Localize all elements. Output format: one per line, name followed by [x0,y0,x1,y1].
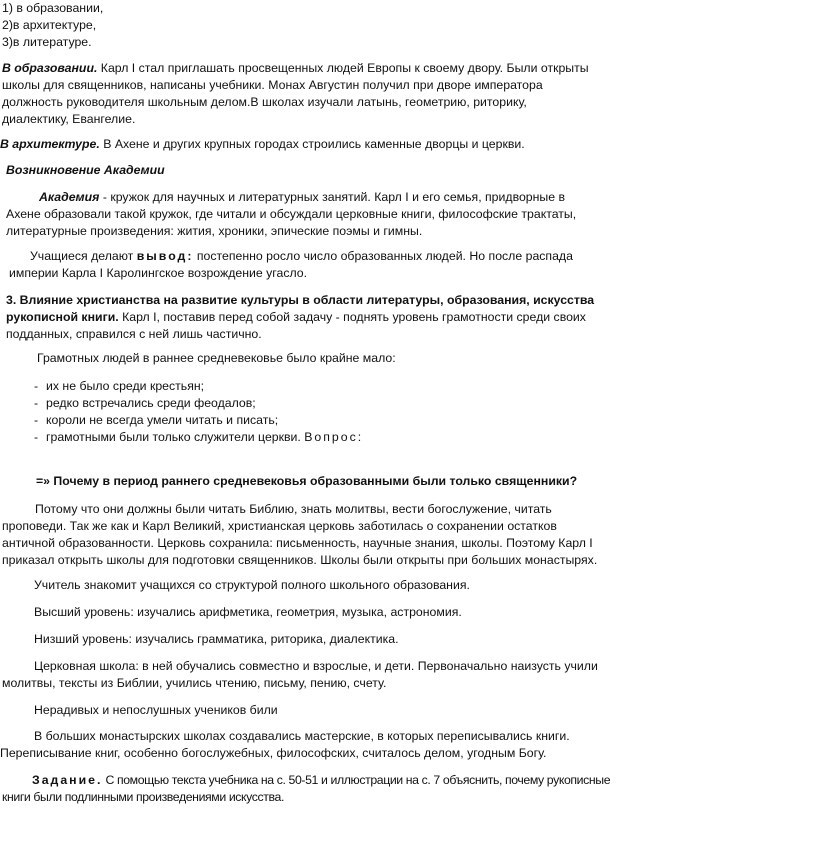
section-3-paragraph [6,292,594,343]
paragraph-line: литературные произведения: жития, хроники, эпические поэмы и гимны. [6,224,423,238]
paragraph-line: Ахене образовали такой кружок, где читали и обсуждали церковные книги, философские трактаты, [6,207,577,221]
paragraph-line: молитвы, тексты из Библии, учились чтению, письму, пению, счету. [2,676,387,690]
task-label: Задание. [32,773,103,787]
paragraph-line: античной образованности. Церковь сохранила: письменность, научные знания, школы. Поэтому Карл I [2,536,593,550]
paragraph-line: постепенно росло число образованных людей. Но после распада [193,249,573,263]
dash-icon: - [34,379,39,393]
paragraph-line: диалектику, Евангелие. [2,112,136,126]
question: =» Почему в период раннего средневековья образованными были только священники? [36,474,578,488]
conclusion-prefix: Учащиеся делают [30,249,137,263]
paragraph-line: В Ахене и других крупных городах строились каменные дворцы и церкви. [99,137,525,151]
dash-icon: - [34,430,39,444]
church-school-paragraph [2,658,598,692]
section-3-title: рукописной книги. [6,310,119,324]
education-paragraph [2,60,589,128]
task-paragraph [2,772,610,806]
literate-intro: Грамотных людей в раннее средневековье было крайне мало: [37,351,396,365]
paragraph-line: школы для священников, написаны учебники. Монах Августин получил при дворе императора [2,78,543,92]
paragraph-line: Карл I, поставив перед собой задачу - поднять уровень грамотности среди своих [118,310,586,324]
list-item: - короли не всегда умели читать и писать; [34,413,279,427]
directions-list [2,0,103,51]
paragraph-line: проповеди. Так же как и Карл Великий, христианская церковь заботилась о сохранении остатков [2,519,557,533]
paragraph-line: империи Карла I Каролингское возрождение угасло. [9,266,308,280]
answer-paragraph [2,501,597,569]
paragraph-line: - кружок для научных и литературных занятий. Карл I и его семья, придворные в [99,190,566,204]
bullet-list [34,378,363,446]
higher-level-paragraph: Высший уровень: изучались арифметика, геометрия, музыка, астрономия. [34,605,462,619]
list-item: - редко встречались среди феодалов; [34,396,256,410]
dash-icon: - [34,396,39,410]
paragraph-line: Церковная школа: в ней обучались совместно и взрослые, и дети. Первоначально наизусть учили [34,659,598,673]
monastery-paragraph [0,728,570,762]
paragraph-line: С помощью текста учебника на с. 50-51 и иллюстрации на с. 7 объяснить, почему рукописные [102,773,611,787]
paragraph-line: приказал открыть школы для подготовки священников. Школы были открыты при больших монастырях. [2,553,598,567]
paragraph-line: Карл I стал приглашать просвещенных людей Европы к своему двору. Были открыты [97,61,589,75]
academy-term: Академия [39,190,100,204]
paragraph-line: книги были подлинными произведениями искусства. [2,790,284,804]
teacher-paragraph: Учитель знакомит учащихся со структурой полного школьного образования. [34,578,470,592]
conclusion-keyword: вывод: [136,249,194,263]
academy-heading: Возникновение Академии [6,163,165,177]
paragraph-line: должность руководителя школьным делом.В школах изучали латынь, геометрию, риторику, [2,95,527,109]
academy-paragraph [6,189,576,240]
education-heading: В образовании. [2,61,98,75]
list-item: 2)в архитектуре, [2,18,97,32]
list-item: 3)в литературе. [2,35,92,49]
architecture-paragraph [0,136,525,153]
lazy-students-paragraph: Нерадивых и непослушных учеников били [34,703,278,717]
list-item: 1) в образовании, [2,1,104,15]
paragraph-line: В больших монастырских школах создавались мастерские, в которых переписывались книги. [34,729,570,743]
dash-icon: - [34,413,39,427]
question-label: Вопрос: [304,430,364,444]
architecture-heading: В архитектуре. [0,137,100,151]
section-3-title: 3. Влияние христианства на развитие культуры в области литературы, образования, искусства [6,293,595,307]
paragraph-line: Потому что они должны были читать Библию, знать молитвы, вести богослужение, читать [35,502,552,516]
list-item: - грамотными были только служители церкви. Вопрос: [34,430,364,444]
paragraph-line: подданных, справился с ней лишь частично. [6,327,262,341]
conclusion-paragraph [9,248,573,282]
paragraph-line: Переписывание книг, особенно богослужебных, философских, считалось делом, угодным Богу. [0,746,547,760]
lower-level-paragraph: Низший уровень: изучались грамматика, риторика, диалектика. [34,632,399,646]
list-item: - их не было среди крестьян; [34,379,205,393]
